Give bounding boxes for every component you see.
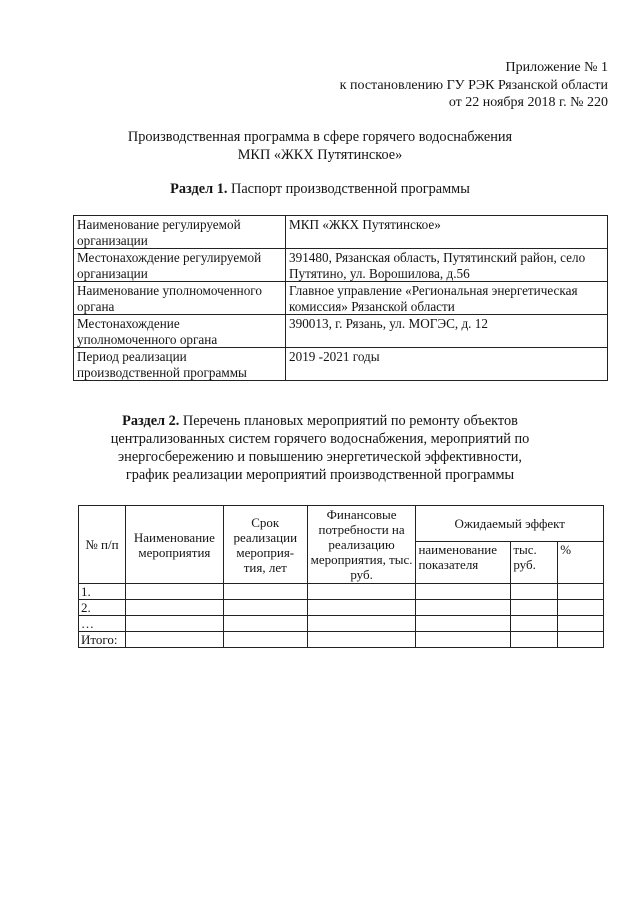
row-number: 2.: [79, 600, 126, 616]
header-measure-name: Наименование мероприятия: [125, 506, 223, 584]
row-number: 1.: [79, 584, 126, 600]
table-row: [79, 584, 604, 600]
header-percent: %: [558, 542, 604, 584]
passport-label: Местонахождение уполномоченного органа: [74, 315, 286, 348]
appendix-reference: к постановлению ГУ РЭК Рязанской области: [339, 77, 608, 93]
document-title-line-2: МКП «ЖКХ Путятинское»: [237, 147, 403, 163]
passport-label: Наименование уполномоченного органа: [74, 282, 286, 315]
passport-label: Наименование регулируемой организации: [74, 216, 286, 249]
passport-value: 2019 -2021 годы: [286, 348, 608, 381]
row-number: …: [79, 616, 126, 632]
passport-table: [73, 215, 608, 381]
appendix-header: [340, 59, 608, 112]
passport-value: Главное управление «Региональная энергетическая комиссия» Рязанской области: [286, 282, 608, 315]
header-row-number: № п/п: [79, 506, 126, 584]
header-thousand-rub: тыс. руб.: [511, 542, 558, 584]
passport-row: [74, 348, 608, 381]
table-row: [79, 632, 604, 648]
section-2-title-line-3: энергосбережению и повышению энергетической эффективности,: [118, 449, 522, 465]
header-expected-effect: Ожидаемый эффект: [416, 506, 604, 542]
section-1-heading: [0, 181, 640, 198]
measures-table: [78, 505, 604, 648]
passport-value: 391480, Рязанская область, Путятинский район, село Путятино, ул. Ворошилова, д.56: [286, 249, 608, 282]
header-term: Срок реализации мероприя-тия, лет: [223, 506, 307, 584]
passport-row: [74, 249, 608, 282]
section-2-title-line-2: централизованных систем горячего водоснабжения, мероприятий по: [110, 431, 530, 447]
header-financial-needs: Финансовые потребности на реализацию мероприятия, тыс. руб.: [307, 506, 416, 584]
appendix-number: Приложение № 1: [505, 60, 608, 75]
section-1-title: Паспорт производственной программы: [227, 181, 470, 197]
document-title-line-1: Производственная программа в сфере горячего водоснабжения: [127, 129, 513, 145]
table-row: [79, 600, 604, 616]
table-row: [79, 616, 604, 632]
passport-label: Период реализации производственной программы: [74, 348, 286, 381]
section-2-heading: [0, 412, 640, 484]
section-2-title-line-4: график реализации мероприятий производственной программы: [125, 467, 515, 483]
passport-label: Местонахождение регулируемой организации: [74, 249, 286, 282]
passport-value: МКП «ЖКХ Путятинское»: [286, 216, 608, 249]
appendix-date: от 22 ноября 2018 г. № 220: [448, 95, 608, 110]
row-total-label: Итого:: [79, 632, 126, 648]
section-2-title-line-1: Перечень плановых мероприятий по ремонту объектов: [179, 413, 518, 429]
document-title: [0, 128, 640, 164]
passport-row: [74, 282, 608, 315]
passport-row: [74, 315, 608, 348]
header-indicator-name: наименование показателя: [416, 542, 511, 584]
passport-value: 390013, г. Рязань, ул. МОГЭС, д. 12: [286, 315, 608, 348]
passport-row: [74, 216, 608, 249]
section-1-number: Раздел 1.: [170, 181, 228, 197]
section-2-number: Раздел 2.: [122, 413, 180, 429]
